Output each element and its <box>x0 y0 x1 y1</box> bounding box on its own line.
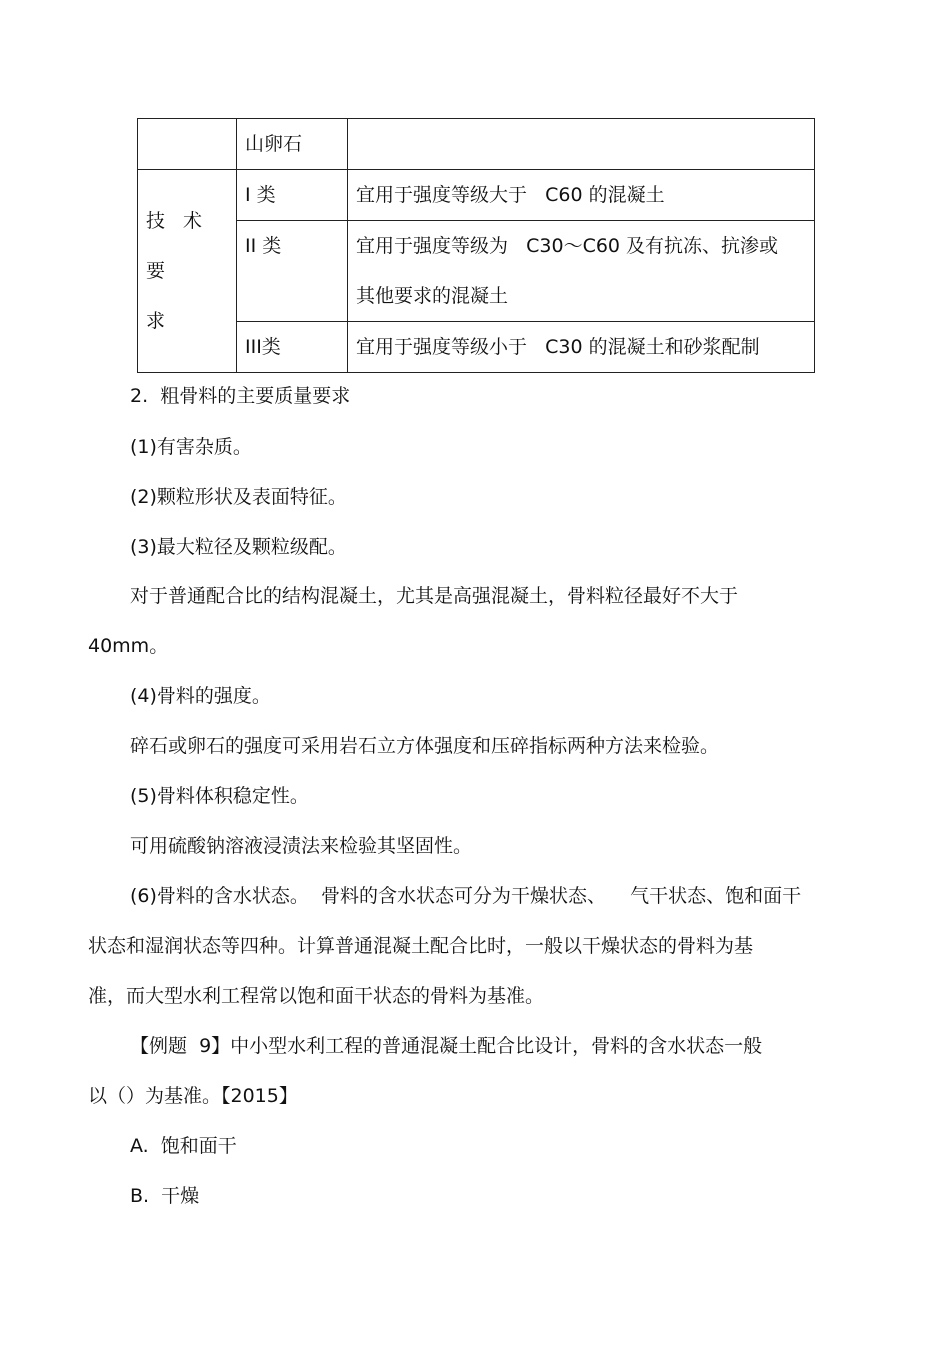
table-cell-type: II 类 <box>237 221 348 322</box>
tech-requirements-label-line2: 求 <box>146 310 166 332</box>
table-cell-tech-requirements <box>138 170 237 373</box>
table-cell-desc-line: 宜用于强度等级为 C30～C60 及有抗冻、抗渗或 <box>356 235 779 257</box>
paragraph-line: 状态和湿润状态等四种。计算普通混凝土配合比时，一般以干燥状态的骨料为基 <box>88 935 754 957</box>
paragraph-line: (6)骨料的含水状态。 骨料的含水状态可分为干燥状态、 气干状态、饱和面干 <box>130 885 802 907</box>
paragraph-line: 可用硫酸钠溶液浸渍法来检验其坚固性。 <box>130 835 473 857</box>
tech-requirements-label-line1: 技 术 要 <box>146 210 209 282</box>
table-cell-desc: 宜用于强度等级大于 C60 的混凝土 <box>348 170 815 221</box>
list-item: (5)骨料体积稳定性。 <box>130 785 309 807</box>
table-row <box>138 322 815 373</box>
table-row <box>138 170 815 221</box>
table-cell-desc <box>348 119 815 170</box>
list-item: (4)骨料的强度。 <box>130 685 271 707</box>
answer-option-b: B. 干燥 <box>130 1185 200 1207</box>
table-cell-desc <box>348 221 815 322</box>
paragraph-line: 准，而大型水利工程常以饱和面干状态的骨料为基准。 <box>88 985 545 1007</box>
paragraph-line: 对于普通配合比的结构混凝土，尤其是高强混凝土，骨料粒径最好不大于 <box>130 585 739 607</box>
table-cell-desc: 宜用于强度等级小于 C30 的混凝土和砂浆配制 <box>348 322 815 373</box>
list-item: (2)颗粒形状及表面特征。 <box>130 486 347 508</box>
answer-option-a: A. 饱和面干 <box>130 1135 237 1157</box>
table-cell-type: III类 <box>237 322 348 373</box>
section-heading: 2. 粗骨料的主要质量要求 <box>130 385 351 407</box>
list-item: (1)有害杂质。 <box>130 436 252 458</box>
table-cell-empty <box>138 119 237 170</box>
list-item: (3)最大粒径及颗粒级配。 <box>130 536 347 558</box>
aggregate-spec-table <box>137 118 815 373</box>
example-question-line: 【例题 9】中小型水利工程的普通混凝土配合比设计，骨料的含水状态一般 <box>130 1035 763 1057</box>
table-row <box>138 221 815 322</box>
table-cell-type: 山卵石 <box>237 119 348 170</box>
table-cell-desc-line: 其他要求的混凝土 <box>356 285 509 307</box>
paragraph-line: 40mm。 <box>88 635 169 657</box>
paragraph-line: 碎石或卵石的强度可采用岩石立方体强度和压碎指标两种方法来检验。 <box>130 735 720 757</box>
table-row <box>138 119 815 170</box>
table-cell-type: I 类 <box>237 170 348 221</box>
example-question-line: 以（）为基准。【2015】 <box>88 1085 298 1107</box>
